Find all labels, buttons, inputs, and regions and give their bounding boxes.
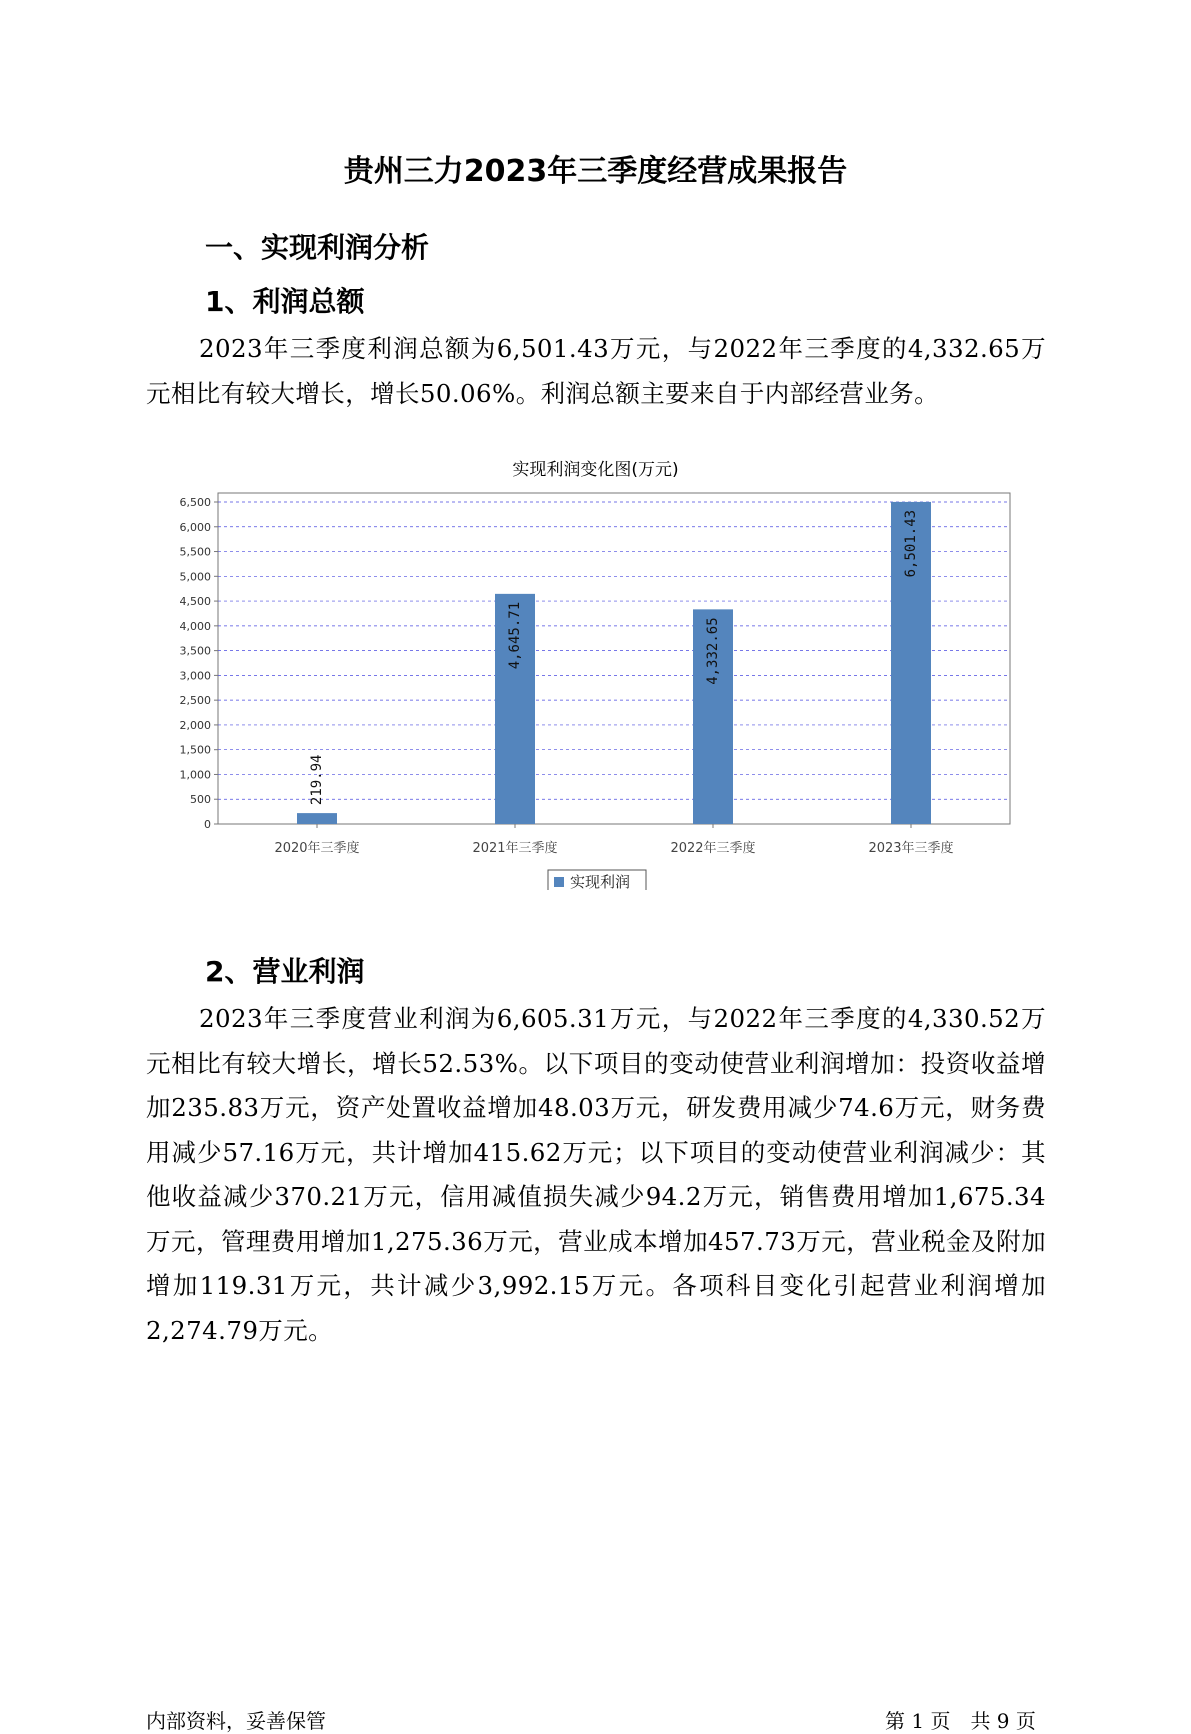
x-tick-label: 2021年三季度	[472, 841, 558, 856]
paragraph-profit-total: 2023年三季度利润总额为6,501.43万元，与2022年三季度的4,332.65万元相比有较大增长，增长50.06%。利润总额主要来自于内部经营业务。	[146, 334, 1046, 408]
y-tick-label: 4,500	[179, 595, 211, 609]
y-tick-label: 500	[190, 793, 211, 807]
y-tick-label: 3,000	[179, 669, 211, 683]
y-tick-label: 1,000	[179, 768, 211, 782]
y-tick-label: 5,000	[179, 570, 211, 584]
paragraph-operating-profit: 2023年三季度营业利润为6,605.31万元，与2022年三季度的4,330.52万元相比有较大增长，增长52.53%。以下项目的变动使营业利润增加：投资收益增加235.83万元，资产处置收益增加48.03万元，研发费用减少74.6万元，财务费用减少57.16万元，共计增加415.62万元；以下项目的变动使营业利润减少：其他收益减少370.21万元，信用减值损失减少94.2万元，销售费用增加1,675.34万元，管理费用增加1,275.36万元，营业成本增加457.73万元，营业税金及附加增加119.31万元，共计减少3,992.15万元。各项科目变化引起营业利润增加2,274.79万元。	[146, 1004, 1046, 1345]
bar	[297, 813, 337, 824]
y-tick-label: 4,000	[179, 619, 211, 633]
y-tick-label: 1,500	[179, 743, 211, 757]
y-tick-label: 3,500	[179, 644, 211, 658]
document-title: 贵州三力2023年三季度经营成果报告	[343, 154, 848, 189]
subsection-heading-operating-profit: 2、营业利润	[205, 955, 365, 988]
x-tick-label: 2022年三季度	[670, 841, 756, 856]
x-tick-label: 2023年三季度	[868, 841, 954, 856]
y-tick-label: 2,000	[179, 718, 211, 732]
profit-bar-chart	[170, 480, 1020, 890]
legend-swatch	[554, 877, 564, 887]
x-tick-label: 2020年三季度	[274, 841, 360, 856]
bar-data-label: 219.94	[309, 754, 325, 806]
bar-data-label: 6,501.43	[903, 509, 919, 578]
y-tick-label: 5,500	[179, 545, 211, 559]
y-tick-label: 6,000	[179, 520, 211, 534]
footer-confidential-note: 内部资料，妥善保管	[146, 1709, 326, 1733]
legend-label: 实现利润	[570, 873, 631, 890]
bar-data-label: 4,645.71	[507, 601, 523, 670]
y-tick-label: 0	[204, 818, 211, 831]
y-tick-label: 6,500	[179, 496, 211, 509]
bar-data-label: 4,332.65	[705, 617, 721, 685]
y-tick-label: 2,500	[179, 694, 211, 708]
chart-title: 实现利润变化图(万元)	[512, 460, 679, 480]
subsection-heading-profit-total: 1、利润总额	[205, 285, 365, 318]
footer-page-number: 第 1 页 共 9 页	[885, 1709, 1036, 1733]
section-heading: 一、实现利润分析	[205, 231, 430, 264]
